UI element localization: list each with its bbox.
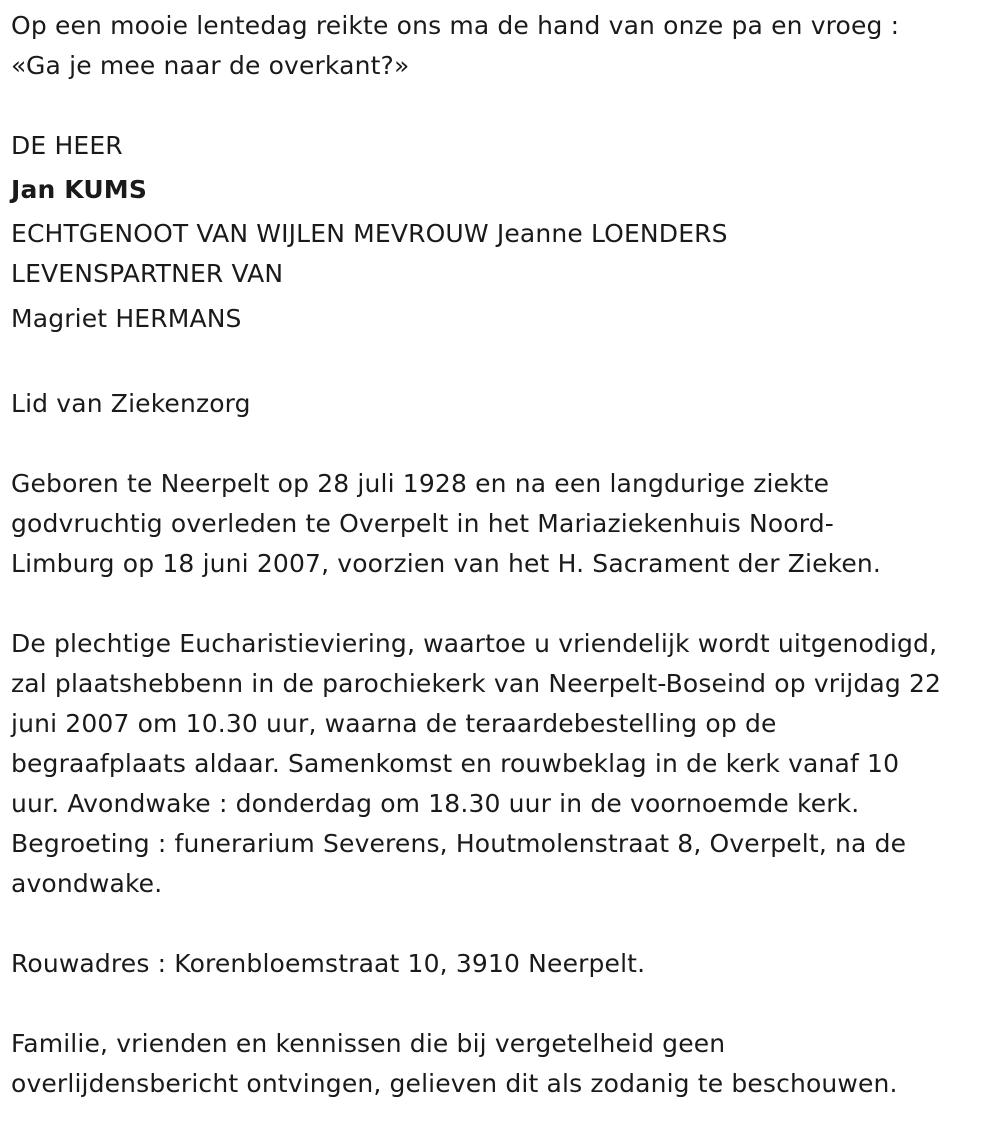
spacer [11, 584, 991, 624]
spacer [11, 904, 991, 944]
opening-quote [11, 6, 991, 86]
paragraph-line: Familie, vrienden en kennissen die bij vergetelheid geen [11, 1029, 726, 1058]
paragraph-line: godvruchtig overleden te Overpelt in het Mariaziekenhuis Noord- [11, 509, 834, 538]
paragraph-line: zal plaatshebbenn in de parochiekerk van Neerpelt-Boseind op vrijdag 22 [11, 669, 942, 698]
paragraph-line: begraafplaats aldaar. Samenkomst en rouwbeklag in de kerk vanaf 10 [11, 749, 900, 778]
opening-line: Op een mooie lentedag reikte ons ma de hand van onze pa en vroeg : [11, 11, 900, 40]
partner-name: Magriet HERMANS [11, 304, 242, 333]
salutation: DE HEER [11, 131, 123, 160]
spacer [11, 86, 991, 126]
paragraph-line: avondwake. [11, 869, 163, 898]
paragraph-line: Geboren te Neerpelt op 28 juli 1928 en na een langdurige ziekte [11, 469, 830, 498]
deceased-name: Jan KUMS [11, 175, 147, 204]
spacer [11, 344, 991, 384]
spacer [11, 424, 991, 464]
paragraph-line: overlijdensbericht ontvingen, gelieven dit als zodanig te beschouwen. [11, 1069, 898, 1098]
paragraph-line: uur. Avondwake : donderdag om 18.30 uur in de voornoemde kerk. [11, 789, 860, 818]
relation-line: LEVENSPARTNER VAN [11, 259, 284, 288]
opening-line: «Ga je mee naar de overkant?» [11, 51, 410, 80]
paragraph-line: Begroeting : funerarium Severens, Houtmolenstraat 8, Overpelt, na de [11, 829, 907, 858]
closing-paragraph [11, 1024, 991, 1104]
paragraph-line: De plechtige Eucharistieviering, waartoe u vriendelijk wordt uitgenodigd, [11, 629, 938, 658]
ceremony-paragraph [11, 624, 991, 904]
paragraph-line: Limburg op 18 juni 2007, voorzien van het H. Sacrament der Zieken. [11, 549, 881, 578]
membership: Lid van Ziekenzorg [11, 389, 251, 418]
relation-line: ECHTGENOOT VAN WIJLEN MEVROUW Jeanne LOENDERS [11, 219, 728, 248]
mourning-address: Rouwadres : Korenbloemstraat 10, 3910 Neerpelt. [11, 949, 646, 978]
birth-death-paragraph [11, 464, 991, 584]
spacer [11, 984, 991, 1024]
paragraph-line: juni 2007 om 10.30 uur, waarna de teraardebestelling op de [11, 709, 777, 738]
obituary-document [11, 6, 991, 1104]
